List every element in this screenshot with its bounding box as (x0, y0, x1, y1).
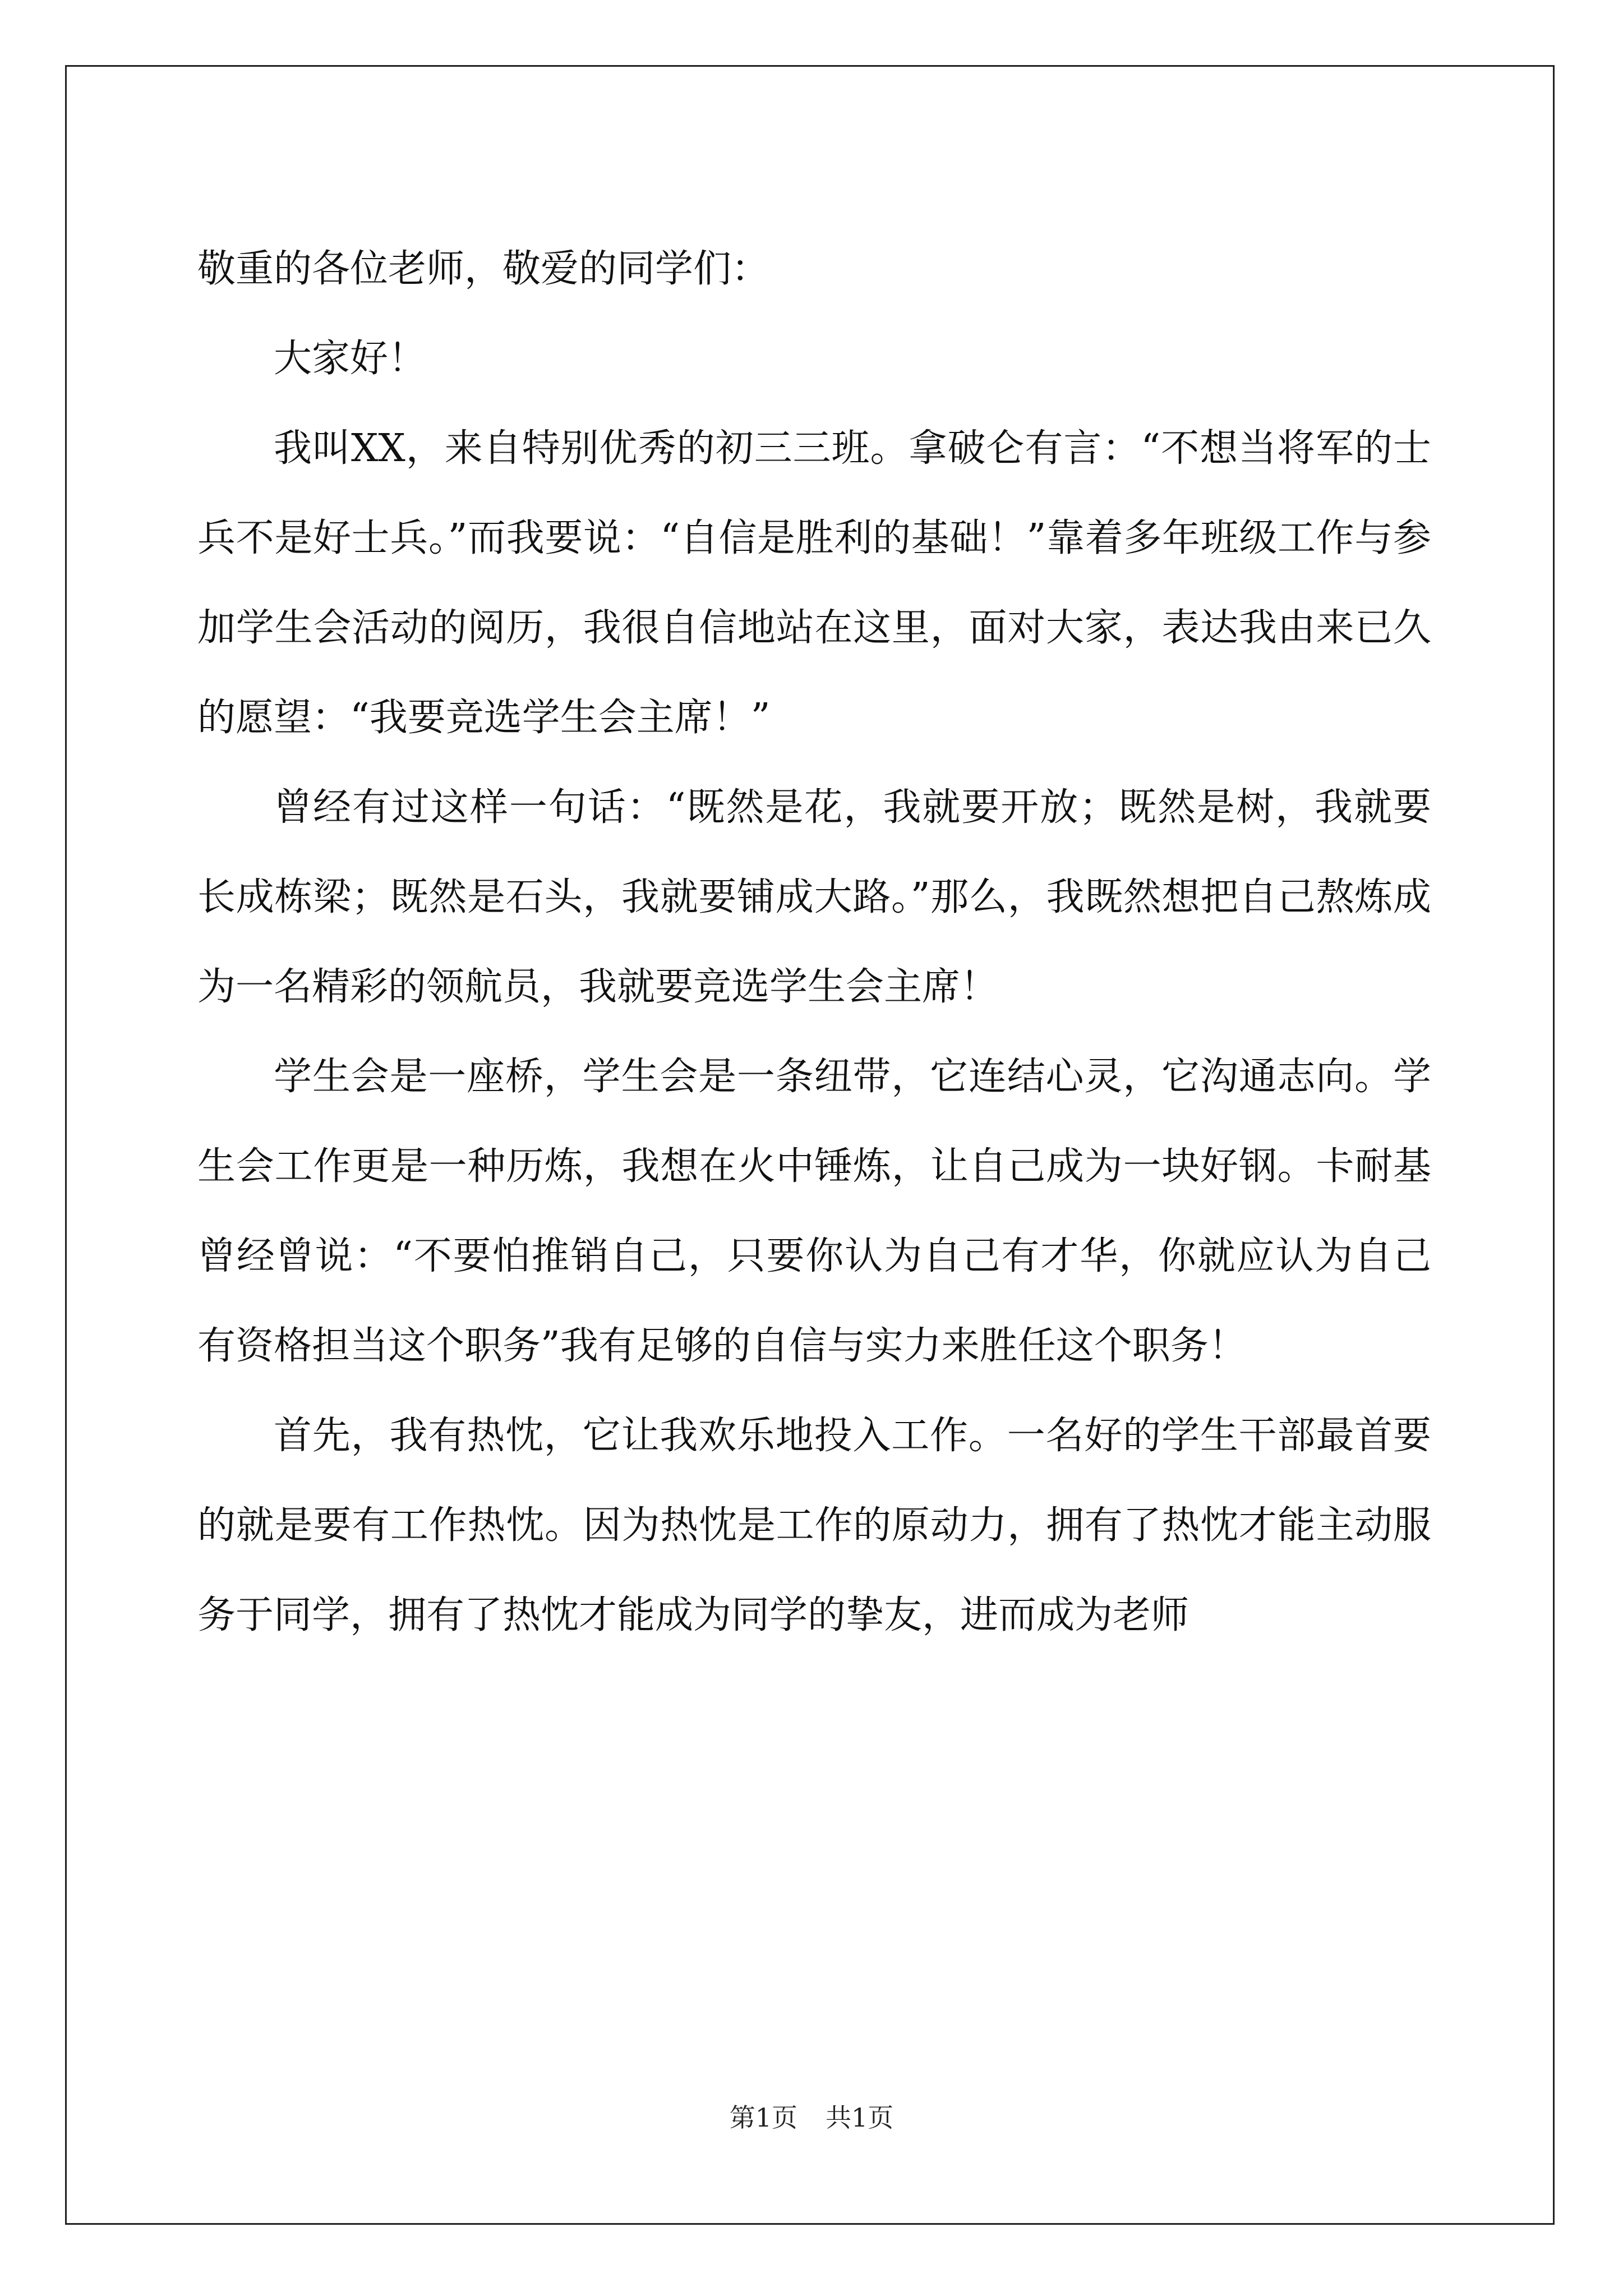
page-number-total: 共1页 (826, 2102, 894, 2133)
paragraph-student-union: 学生会是一座桥，学生会是一条纽带，它连结心灵，它沟通志向。学生会工作更是一种历炼，我想在火中锤炼，让自己成为一块好钢。卡耐基曾经曾说：“不要怕推销自己，只要你认为自己有才华，你就应认为自己有资格担当这个职务”我有足够的自信与实力来胜任这个职务！ (197, 1055, 1431, 1368)
paragraph-greeting: 大家好！ (274, 337, 427, 381)
page-footer (0, 2101, 1623, 2134)
salutation: 敬重的各位老师，敬爱的同学们： (197, 247, 770, 291)
document-body (197, 224, 1431, 1660)
paragraph-motivation: 曾经有过这样一句话：“既然是花，我就要开放；既然是树，我就要长成栋梁；既然是石头，我就要铺成大路。”那么，我既然想把自己熬炼成为一名精彩的领航员，我就要竞选学生会主席！ (197, 785, 1431, 1009)
page-number-current: 第1页 (729, 2102, 797, 2133)
paragraph-enthusiasm: 首先，我有热忱，它让我欢乐地投入工作。一名好的学生干部最首要的就是要有工作热忱。因为热忱是工作的原动力，拥有了热忱才能主动服务于同学，拥有了热忱才能成为同学的挚友，进而成为老师 (197, 1414, 1431, 1637)
paragraph-introduction: 我叫XX，来自特别优秀的初三三班。拿破仑有言：“不想当将军的士兵不是好士兵。”而我要说：“自信是胜利的基础！”靠着多年班级工作与参加学生会活动的阅历，我很自信地站在这里，面对大家，表达我由来已久的愿望：“我要竞选学生会主席！” (197, 426, 1431, 740)
